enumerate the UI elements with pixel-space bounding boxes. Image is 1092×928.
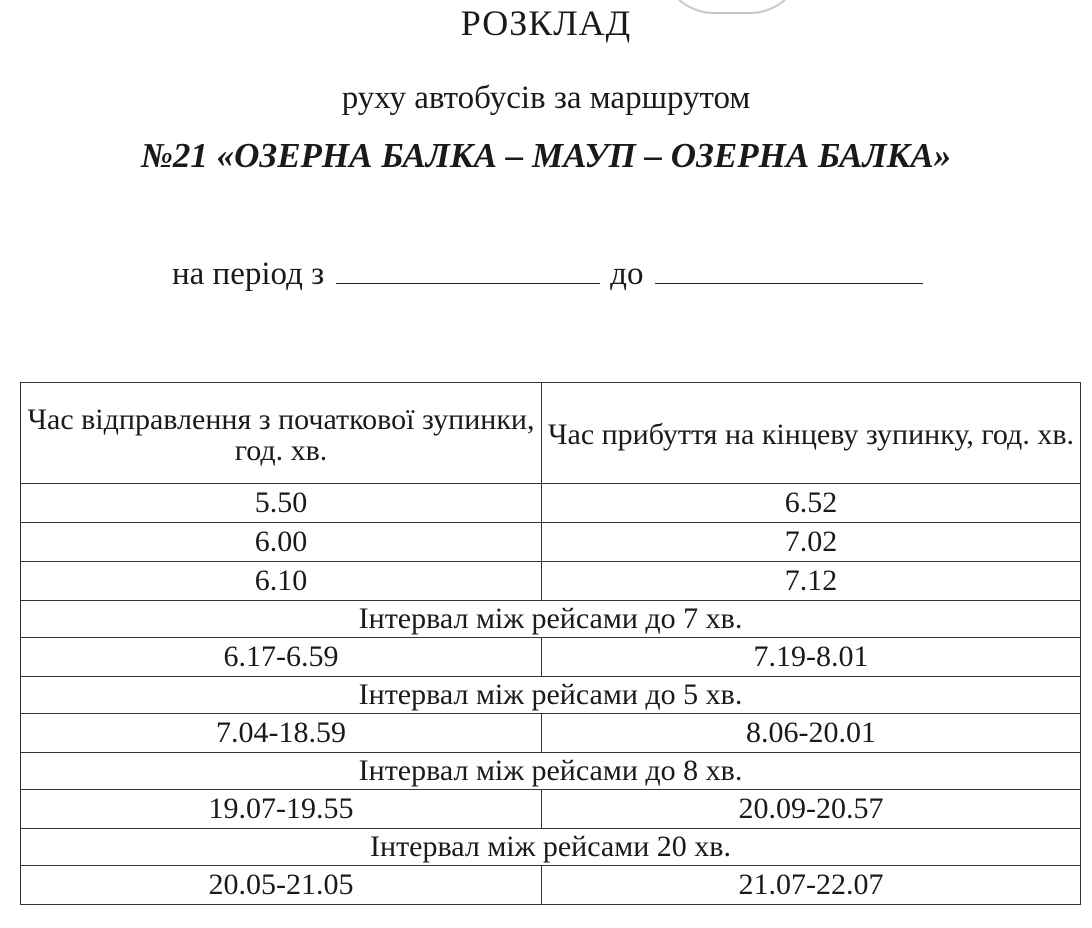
departure-cell: 20.05-21.05 <box>21 866 542 905</box>
arrival-cell: 21.07-22.07 <box>542 866 1081 905</box>
table-row <box>21 638 1081 677</box>
arrival-cell: 7.19-8.01 <box>542 638 1081 677</box>
schedule-table <box>20 382 1081 905</box>
table-row <box>21 523 1081 562</box>
period-from-blank <box>336 253 600 284</box>
table-header-row <box>21 383 1081 484</box>
route-name: №21 «ОЗЕРНА БАЛКА – МАУП – ОЗЕРНА БАЛКА» <box>140 136 952 175</box>
interval-cell: Інтервал між рейсами до 7 хв. <box>21 601 1081 638</box>
document-title: РОЗКЛАД <box>460 3 632 43</box>
departure-cell: 7.04-18.59 <box>21 714 542 753</box>
period-to-blank <box>655 253 923 284</box>
interval-row <box>21 753 1081 790</box>
interval-row <box>21 677 1081 714</box>
departure-cell: 19.07-19.55 <box>21 790 542 829</box>
period-line <box>172 253 923 293</box>
interval-row <box>21 601 1081 638</box>
arrival-cell: 20.09-20.57 <box>542 790 1081 829</box>
table-row <box>21 484 1081 523</box>
arrival-cell: 7.02 <box>542 523 1081 562</box>
departure-cell: 5.50 <box>21 484 542 523</box>
arrival-cell: 8.06-20.01 <box>542 714 1081 753</box>
interval-cell: Інтервал між рейсами до 8 хв. <box>21 753 1081 790</box>
arrival-cell: 6.52 <box>542 484 1081 523</box>
period-middle: до <box>610 256 644 292</box>
interval-row <box>21 829 1081 866</box>
period-prefix: на період з <box>172 256 325 292</box>
table-row <box>21 714 1081 753</box>
departure-cell: 6.10 <box>21 562 542 601</box>
interval-cell: Інтервал між рейсами 20 хв. <box>21 829 1081 866</box>
departure-cell: 6.00 <box>21 523 542 562</box>
interval-cell: Інтервал між рейсами до 5 хв. <box>21 677 1081 714</box>
header-arrival: Час прибуття на кінцеву зупинку, год. хв. <box>542 383 1081 484</box>
document-subtitle: руху автобусів за маршрутом <box>341 80 751 116</box>
header-departure: Час відправлення з початкової зупинки, год. хв. <box>21 383 542 484</box>
table-row <box>21 866 1081 905</box>
table-row <box>21 562 1081 601</box>
table-row <box>21 790 1081 829</box>
departure-cell: 6.17-6.59 <box>21 638 542 677</box>
arrival-cell: 7.12 <box>542 562 1081 601</box>
